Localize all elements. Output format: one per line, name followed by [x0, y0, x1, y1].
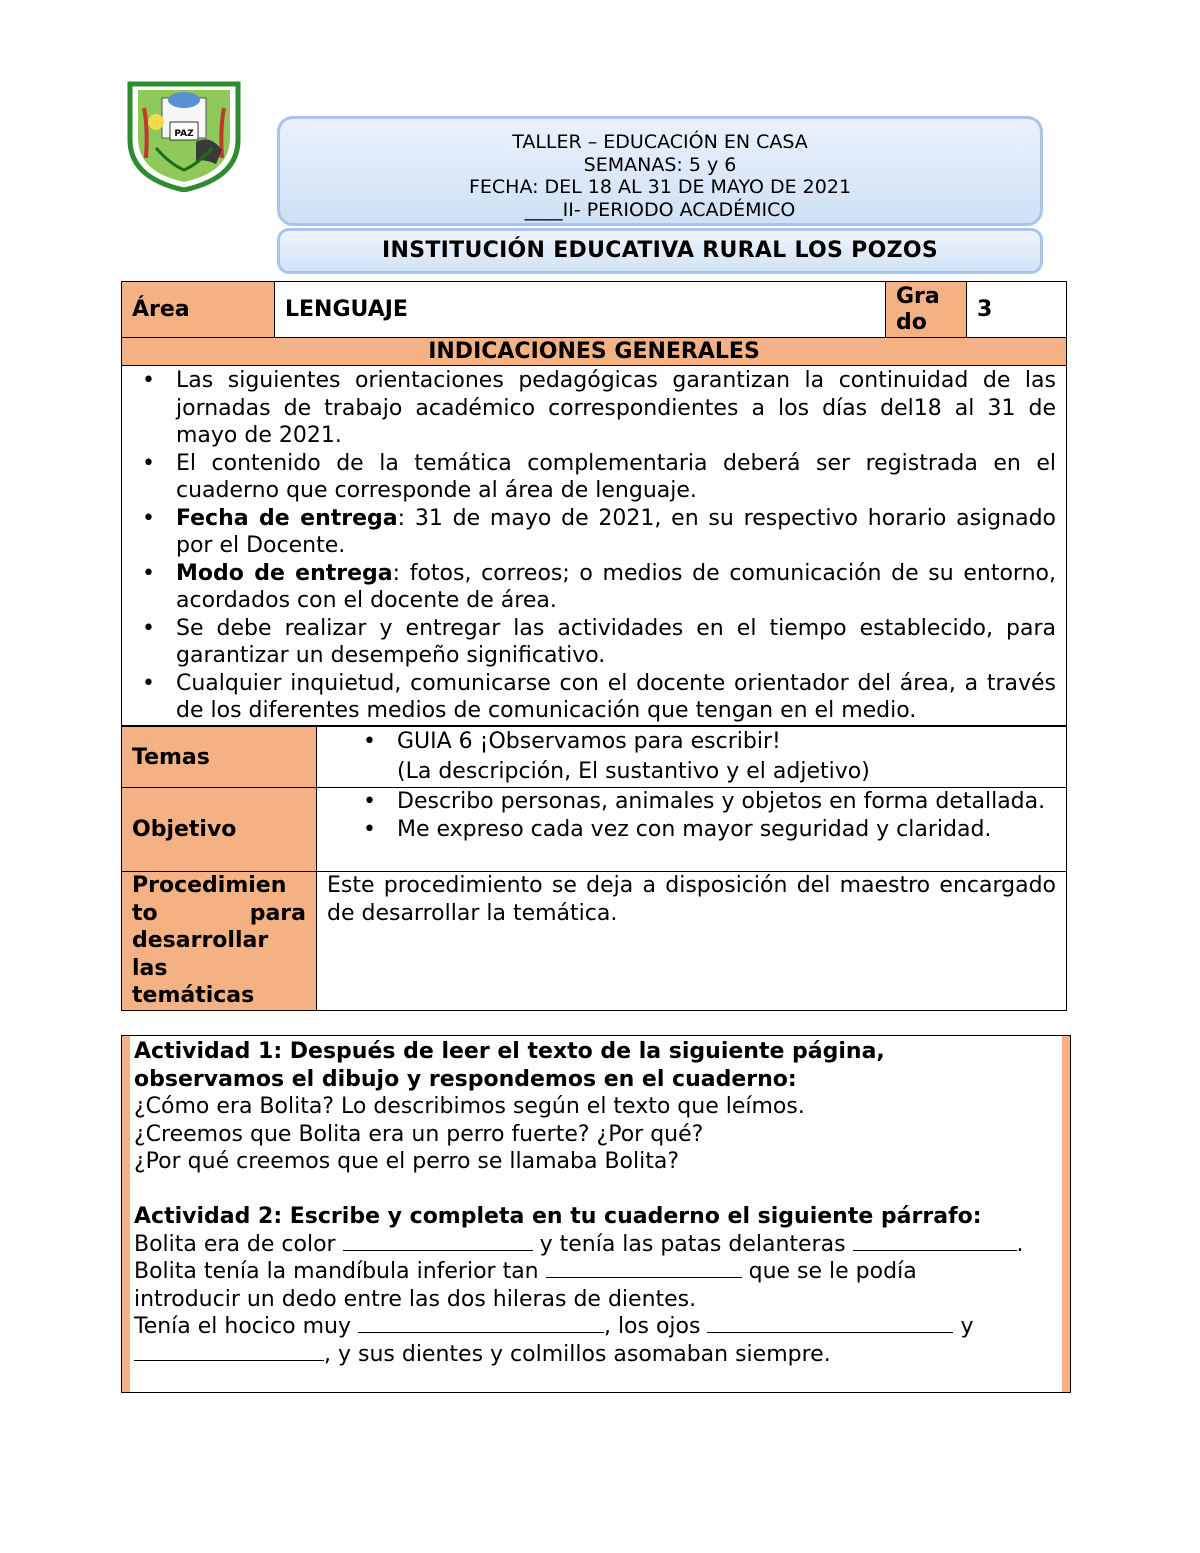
school-crest-logo: [126, 78, 242, 192]
activity2-line: Tenía el hocico muy , los ojos y: [134, 1314, 974, 1339]
grado-label-part2: do: [896, 309, 927, 335]
info-table: [121, 281, 1067, 726]
indication-item: • El contenido de la temática complementaria deberá ser registrada en el cuaderno que corresponde al área de lenguaje.: [176, 450, 1056, 505]
header-weeks: SEMANAS: 5 y 6: [583, 153, 737, 176]
svg-text:PAZ: PAZ: [174, 129, 194, 139]
fill-blank[interactable]: [853, 1231, 1017, 1251]
temas-cell: [317, 727, 1067, 788]
objetivo-label: Objetivo: [122, 788, 317, 872]
area-value: LENGUAJE: [275, 282, 886, 338]
activity1-title-line1: Actividad 1: Después de leer el texto de la siguiente página,: [134, 1039, 885, 1064]
header-period: ____II- PERIODO ACADÉMICO: [524, 198, 796, 221]
temas-sub: (La descripción, El sustantivo y el adjetivo): [397, 759, 870, 784]
temas-item: • GUIA 6 ¡Observamos para escribir!: [397, 727, 1056, 757]
section-title-indicaciones: INDICACIONES GENERALES: [122, 338, 1067, 366]
grado-value: 3: [967, 282, 1067, 338]
fill-blank[interactable]: [358, 1313, 604, 1333]
activity2-line: , y sus dientes y colmillos asomaban siempre.: [134, 1341, 1058, 1369]
activity2-line: Bolita era de color y tenía las patas delanteras .: [134, 1231, 1024, 1257]
fill-blank[interactable]: [546, 1258, 742, 1278]
indication-item: • Fecha de entrega: 31 de mayo de 2021, en su respectivo horario asignado por el Docente.: [176, 505, 1056, 560]
activity2-title: Actividad 2: Escribe y completa en tu cuaderno el siguiente párrafo:: [134, 1204, 982, 1229]
temas-label: Temas: [122, 727, 317, 788]
header-title: TALLER – EDUCACIÓN EN CASA: [512, 131, 808, 153]
activity2-line: Bolita tenía la mandíbula inferior tan que se le podía: [134, 1259, 917, 1284]
indication-item: • Las siguientes orientaciones pedagógicas garantizan la continuidad de las jornadas de trabajo académico correspondientes a los días del18 al 31 de mayo de 2021.: [176, 367, 1056, 450]
objetivo-item: • Describo personas, animales y objetos en forma detallada.: [397, 788, 1056, 816]
indication-bold: Modo de entrega: [176, 560, 393, 586]
indication-item: • Cualquier inquietud, comunicarse con el docente orientador del área, a través de los diferentes medios de comunicación que tengan en el medio.: [176, 670, 1056, 725]
activity1-question: ¿Cómo era Bolita? Lo describimos según el texto que leímos.: [134, 1094, 805, 1119]
indications-cell: [122, 366, 1067, 726]
fill-blank[interactable]: [134, 1341, 324, 1361]
activities-box: [121, 1035, 1071, 1393]
objetivo-cell: [317, 788, 1067, 872]
activities-right-band: [1062, 1036, 1070, 1392]
activity1-question: ¿Creemos que Bolita era un perro fuerte? ¿Por qué?: [134, 1121, 704, 1147]
objetivo-item: • Me expreso cada vez con mayor seguridad y claridad.: [397, 816, 1056, 844]
activities-left-band: [122, 1036, 130, 1392]
indications-list: [132, 367, 1056, 725]
activity1-question: ¿Por qué creemos que el perro se llamaba Bolita?: [134, 1149, 680, 1174]
topics-table: [121, 726, 1067, 1011]
activity2-line: introducir un dedo entre las dos hileras de dientes.: [134, 1286, 697, 1312]
indication-item: • Se debe realizar y entregar las actividades en el tiempo establecido, para garantizar un desempeño significativo.: [176, 615, 1056, 670]
workshop-header: [277, 116, 1043, 226]
fill-blank[interactable]: [707, 1313, 953, 1333]
procedimiento-label: Procedimien to para desarrollar las temáticas: [122, 872, 317, 1011]
grado-label: [886, 282, 967, 338]
indication-item: • Modo de entrega: fotos, correos; o medios de comunicación de su entorno, acordados con el docente de área.: [176, 560, 1056, 615]
procedimiento-text: Este procedimiento se deja a disposición del maestro encargado de desarrollar la temática.: [317, 872, 1067, 1011]
grado-label-part1: Gra: [896, 283, 940, 309]
activity1-title-line2: observamos el dibujo y respondemos en el cuaderno:: [134, 1066, 797, 1092]
fill-blank[interactable]: [343, 1231, 533, 1251]
area-label: Área: [122, 282, 275, 338]
institution-name: INSTITUCIÓN EDUCATIVA RURAL LOS POZOS: [277, 228, 1043, 274]
indication-bold: Fecha de entrega: [176, 505, 398, 531]
header-date: FECHA: DEL 18 AL 31 DE MAYO DE 2021: [468, 176, 852, 198]
